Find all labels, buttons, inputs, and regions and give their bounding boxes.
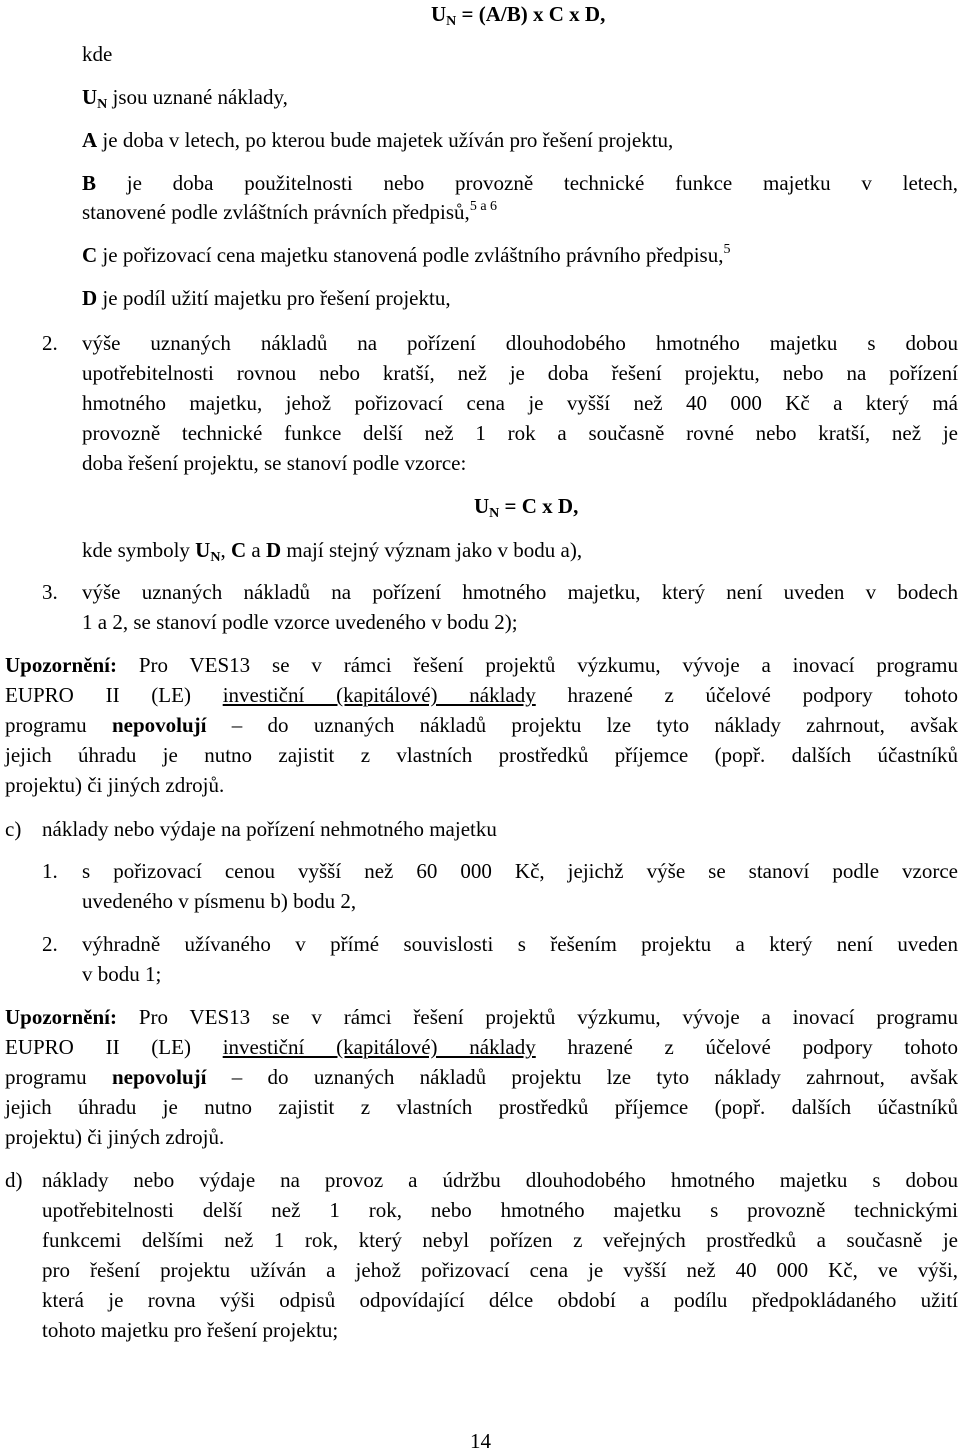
- item2-symbols: kde symboly $U_N$, C a D mají stejný význam jako v bodu a),: [82, 538, 583, 565]
- def-d: D je podíl užití majetku pro řešení projektu,: [82, 286, 451, 310]
- warning2-line4: jejich úhradu je nutno zajistit z vlastních prostředků příjemce (popř. dalších účastníků: [5, 1095, 958, 1119]
- section-d-line: upotřebitelnosti delší než 1 rok, nebo hmotného majetku s provozně technickými: [42, 1198, 958, 1222]
- section-d-line: která je rovna výši odpisů odpovídající délce období a podílu předpokládaného užití: [42, 1288, 958, 1312]
- warning2-line5: projektu) či jiných zdrojů.: [5, 1125, 225, 1149]
- section-d-label: d): [5, 1168, 23, 1192]
- item2-line: upotřebitelnosti rovnou nebo kratší, než je doba řešení projektu, nebo na pořízení: [82, 361, 958, 385]
- section-c-item2-line2: v bodu 1;: [82, 962, 162, 986]
- section-c-title: náklady nebo výdaje na pořízení nehmotného majetku: [42, 817, 497, 841]
- section-c-label: c): [5, 817, 22, 841]
- formula-un-abcd: $U_N = (A/B)$ x C x D,: [431, 2, 606, 29]
- def-un: $U_N$ jsou uznané náklady,: [82, 85, 288, 112]
- warning1-line5: projektu) či jiných zdrojů.: [5, 773, 225, 797]
- warning1-line1: Upozornění: Pro VES13 se v rámci řešení projektů výzkumu, vývoje a inovací programu: [5, 653, 958, 677]
- warning2-line3: programu nepovolují – do uznaných nákladů projektu lze tyto náklady zahrnout, avšak: [5, 1065, 958, 1089]
- section-c-item2-line1: výhradně užívaného v přímé souvislosti s řešením projektu a který není uveden: [82, 932, 958, 956]
- warning1-line2: EUPRO II (LE) investiční (kapitálové) náklady hrazené z účelové podpory tohoto: [5, 683, 958, 707]
- def-c: C je pořizovací cena majetku stanovená podle zvláštního právního předpisu,$^5$: [82, 242, 731, 267]
- kde-label: kde: [82, 42, 113, 66]
- section-c-item1-line2: uvedeného v písmenu b) bodu 2,: [82, 889, 357, 913]
- section-c-item2-number: 2.: [42, 932, 58, 956]
- def-a: A je doba v letech, po kterou bude majetek užíván pro řešení projektu,: [82, 128, 674, 152]
- warning2-line1: Upozornění: Pro VES13 se v rámci řešení projektů výzkumu, vývoje a inovací programu: [5, 1005, 958, 1029]
- item2-number: 2.: [42, 331, 58, 355]
- warning-label: Upozornění:: [5, 1005, 117, 1029]
- section-d-line: funkcemi delšími než 1 rok, který nebyl pořízen z veřejných prostředků a současně je: [42, 1228, 958, 1252]
- section-c-item1-line1: s pořizovací cenou vyšší než 60 000 Kč, jejichž výše se stanoví podle vzorce: [82, 859, 958, 883]
- item3-line2: 1 a 2, se stanoví podle vzorce uvedeného v bodu 2);: [82, 610, 518, 634]
- section-d-line: pro řešení projektu užíván a jehož pořizovací cena je vyšší než 40 000 Kč, ve výši,: [42, 1258, 958, 1282]
- warning2-line2: EUPRO II (LE) investiční (kapitálové) náklady hrazené z účelové podpory tohoto: [5, 1035, 958, 1059]
- section-d-last-line: tohoto majetku pro řešení projektu;: [42, 1318, 339, 1342]
- item3-line1: výše uznaných nákladů na pořízení hmotného majetku, který není uveden v bodech: [82, 580, 958, 604]
- warning-label: Upozornění:: [5, 653, 117, 677]
- section-c-item1-number: 1.: [42, 859, 58, 883]
- warning1-line4: jejich úhradu je nutno zajistit z vlastních prostředků příjemce (popř. dalších účastníků: [5, 743, 958, 767]
- formula-un-cd: $U_N = C$ x D,: [474, 494, 579, 521]
- item2-line: hmotného majetku, jehož pořizovací cena je vyšší než 40 000 Kč a který má: [82, 391, 958, 415]
- item3-number: 3.: [42, 580, 58, 604]
- section-d-line: náklady nebo výdaje na provoz a údržbu dlouhodobého hmotného majetku s dobou: [42, 1168, 958, 1192]
- item2-last-line: doba řešení projektu, se stanoví podle vzorce:: [82, 451, 467, 475]
- item2-line: provozně technické funkce delší než 1 rok a současně rovné nebo kratší, než je: [82, 421, 958, 445]
- def-b-line2: stanovené podle zvláštních právních předpisů,$^{5 a 6}$: [82, 199, 498, 224]
- def-b-line1: B je doba použitelnosti nebo provozně technické funkce majetku v letech,: [82, 171, 958, 195]
- page-number: 14: [470, 1429, 491, 1453]
- item2-line: výše uznaných nákladů na pořízení dlouhodobého hmotného majetku s dobou: [82, 331, 958, 355]
- warning1-line3: programu nepovolují – do uznaných nákladů projektu lze tyto náklady zahrnout, avšak: [5, 713, 958, 737]
